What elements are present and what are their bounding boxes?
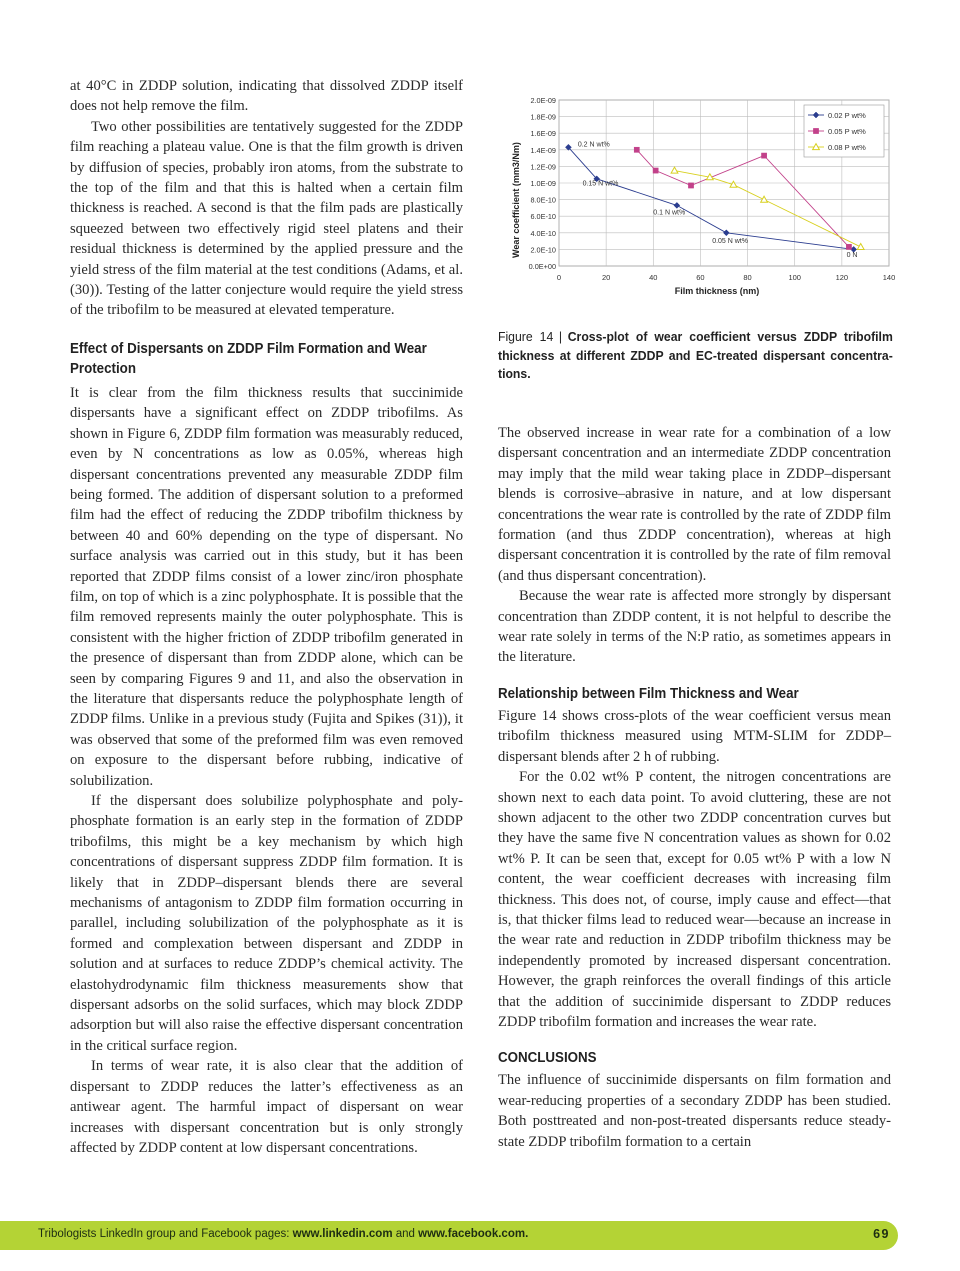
y-tick-label: 8.0E-10 — [530, 195, 556, 205]
chart-svg — [498, 90, 896, 300]
data-point — [846, 244, 851, 249]
y-tick-label: 2.0E-09 — [530, 96, 556, 105]
paragraph: at 40°C in ZDDP solution, indicating that dissolved ZDDP itself does not help remove the film. — [70, 78, 463, 115]
paragraph: For the 0.02 wt% P content, the nitrogen concentrations are shown next to each data point. To avoid cluttering, these are not shown adjacent to the other two ZDDP concentration curves but they have the same five N concentration values as shown for 0.02 wt% P. It can be seen that, except for 0.05 wt% P with a low N content, the wear coefficient decreases with increasing film thickness. This does not, of course, imply cause and effect—that is, that thicker films lead to reduced wear—because an increase in the wear rate and reduction in ZDDP tribofilm thickness may be independently promoted by increased dispersant concentration. However, the graph reinforces the overall findings of this article that the addition of succinimide dispersant to ZDDP reduces ZDDP tribofilm formation and increases the wear rate. — [498, 769, 891, 1030]
x-tick-label: 80 — [743, 273, 752, 282]
paragraph: The influence of succinimide dispersants on film formation and wear-reducing properties of a secondary ZDDP has been studied. Both posttreated and non-post-treated dispersants reduce steady-state ZDDP tribofilm formation to a certain — [498, 1072, 891, 1150]
x-tick-label: 100 — [788, 273, 801, 282]
left-column — [70, 76, 463, 1158]
section-heading: Effect of Dispersants on ZDDP Film Formation and Wear Protection — [70, 340, 427, 377]
y-tick-label: 1.2E-09 — [530, 162, 556, 172]
paragraph: It is clear from the film thickness results that succinimide dispersants have a significant effect on ZDDP tribofilms. As shown in Figure 6, ZDDP film formation was measurably reduced, even by N concentrations as low as 0.05%, whereas high dispersant concentrations prevented any measurable ZDDP film being formed. The addition of dispersant solution to a preformed film had the effect of reducing the ZDDP tribofilm thickness by between 40 and 60% depending on the type of dispersant. No surface analysis was carried out in this study, but it has been reported that ZDDP films consist of a lower zinc/iron phosphate film, on top of which is a zinc polyphosphate. It is possible that the film removed represents mainly the outer polyphosphate. This is consistent with the higher friction of ZDDP tribofilm generated in the presence of dispersant than from ZDDP alone, which can be seen by comparing Figures 9 and 11, and also the observation in the literature that dispersants reduce the polyphosphate length of ZDDP films. Unlike in a previous study (Fujita and Spikes (31)), it was observed that some of the preformed film was even removed on exposure to the dispersant before rubbing, indicative of solubilization. — [70, 384, 463, 789]
figure-caption — [498, 328, 893, 384]
point-annotation: 0.05 N wt% — [712, 237, 749, 245]
legend-marker — [813, 128, 818, 133]
y-tick-label: 1.4E-09 — [530, 145, 556, 155]
legend-entry: 0.02 P wt% — [828, 111, 866, 120]
x-tick-label: 0 — [556, 273, 562, 282]
section-heading: Relationship between Film Thickness and Wear — [498, 685, 799, 702]
paragraph: If the dispersant does solubilize polyphosphate and polyphosphate formation is an early step in the formation of ZDDP tribofilms, this might be a key mechanism by which high concentrations of dispersant suppress ZDDP film formation. It is likely that in ZDDP–dispersant blends there are several mechanisms of antagonism to ZDDP film formation occurring in parallel, including solubilization of the polyphosphate as it is formed and complexation between dispersant and ZDDP in solution and at surfaces to reduce ZDDP’s chemical activity. The elastohydrodynamic film thickness measurements show that dispersant adsorbs on the solid surfaces, which may block ZDDP adsorption but will also raise the effective dispersant concentration in the critical surface region. — [70, 793, 463, 1054]
caption-separator: | — [558, 329, 563, 344]
chart-legend — [804, 105, 884, 157]
linkedin-link[interactable]: www.linkedin.com — [292, 1228, 393, 1240]
x-tick-label: 20 — [601, 273, 611, 282]
point-annotation: 0.15 N wt% — [582, 180, 619, 188]
footer-mid: and — [392, 1228, 419, 1240]
paragraph: The observed increase in wear rate for a combination of a low dispersant concentration and an intermediate ZDDP concentration may imply that the mild wear taking place in ZDDP–dispersant blends is corrosive–abrasive in nature, and at low dispersant concentrations the wear rate is controlled by the rate of ZDDP film formation (and thus ZDDP concentration), whereas at high dispersant concentration it is controlled by the rate of film removal (and thus dispersant concentration). — [498, 425, 891, 584]
point-annotation: 0.1 N wt% — [653, 209, 686, 217]
paragraph: Figure 14 shows cross-plots of the wear coefficient versus mean tribofilm thickness measured using MTM-SLIM for ZDDP–dispersant blends after 2 h of rubbing. — [498, 707, 891, 765]
page-footer — [0, 1221, 898, 1250]
data-point — [653, 168, 658, 173]
y-tick-label: 2.0E-10 — [530, 245, 556, 255]
x-tick-label: 60 — [696, 273, 705, 282]
y-axis-label: Wear coefficient (mm3/Nm) — [511, 142, 521, 258]
paragraph: Two other possibilities are tentatively suggested for the ZDDP film reaching a plateau value. One is that the film growth is driven by diffusion of species, probably iron atoms, from the substrate to the top of the film and that this is halted when a certain film thickness is reached. A second is that the film pads are plastically squeezed between two effectively rigid steel platens and their residual thickness is determined by the applied pressure and the yield stress of the film material at the test conditions (Adams, et al. (30)). Testing of the latter conjecture would require the yield stress of the tribofilm to be measured at elevated temperature. — [70, 118, 463, 319]
figure-14-chart — [498, 90, 896, 300]
footer-text — [38, 1228, 528, 1240]
y-tick-label: 4.0E-10 — [530, 228, 556, 238]
point-annotation: 0 N — [846, 251, 858, 259]
y-tick-label: 0.0E+00 — [528, 262, 556, 271]
figure-number: Figure 14 — [498, 329, 554, 344]
y-tick-label: 1.0E-09 — [530, 179, 556, 188]
point-annotation: 0.2 N wt% — [577, 141, 610, 149]
data-point — [761, 153, 766, 158]
caption-text: Cross-plot of wear coefficient versus ZDDP tribofilm thickness at different ZDDP and EC-treated dispersant concentrations. — [498, 329, 893, 381]
y-tick-label: 6.0E-10 — [530, 212, 556, 222]
x-axis-label: Film thickness (nm) — [674, 286, 760, 296]
x-tick-label: 40 — [649, 273, 658, 282]
footer-prefix: Tribologists LinkedIn group and Facebook pages: — [38, 1228, 293, 1240]
legend-entry: 0.08 P wt% — [828, 143, 866, 152]
data-point — [688, 183, 693, 188]
figure-caption-block — [498, 328, 891, 384]
page-number: 69 — [873, 1227, 890, 1241]
paragraph: Because the wear rate is affected more strongly by dispersant concentration than ZDDP content, it is not helpful to describe the wear rate solely in terms of the N:P ratio, as sometimes appears in the literature. — [498, 588, 891, 666]
right-column — [498, 423, 891, 1152]
paragraph: In terms of wear rate, it is also clear that the addition of dispersant to ZDDP reduces the latter’s effectiveness as an antiwear agent. The harmful impact of dispersant on wear increases with dispersant concentration but is only strongly affected by ZDDP content at low dispersant concentrations. — [70, 1058, 463, 1156]
y-tick-label: 1.8E-09 — [530, 112, 556, 122]
facebook-link[interactable]: www.facebook.com. — [418, 1228, 529, 1240]
x-tick-label: 120 — [835, 273, 849, 282]
y-tick-label: 1.6E-09 — [530, 129, 556, 139]
section-heading: CONCLUSIONS — [498, 1050, 597, 1067]
x-tick-label: 140 — [882, 273, 896, 282]
legend-entry: 0.05 P wt% — [828, 127, 866, 136]
data-point — [634, 147, 639, 152]
